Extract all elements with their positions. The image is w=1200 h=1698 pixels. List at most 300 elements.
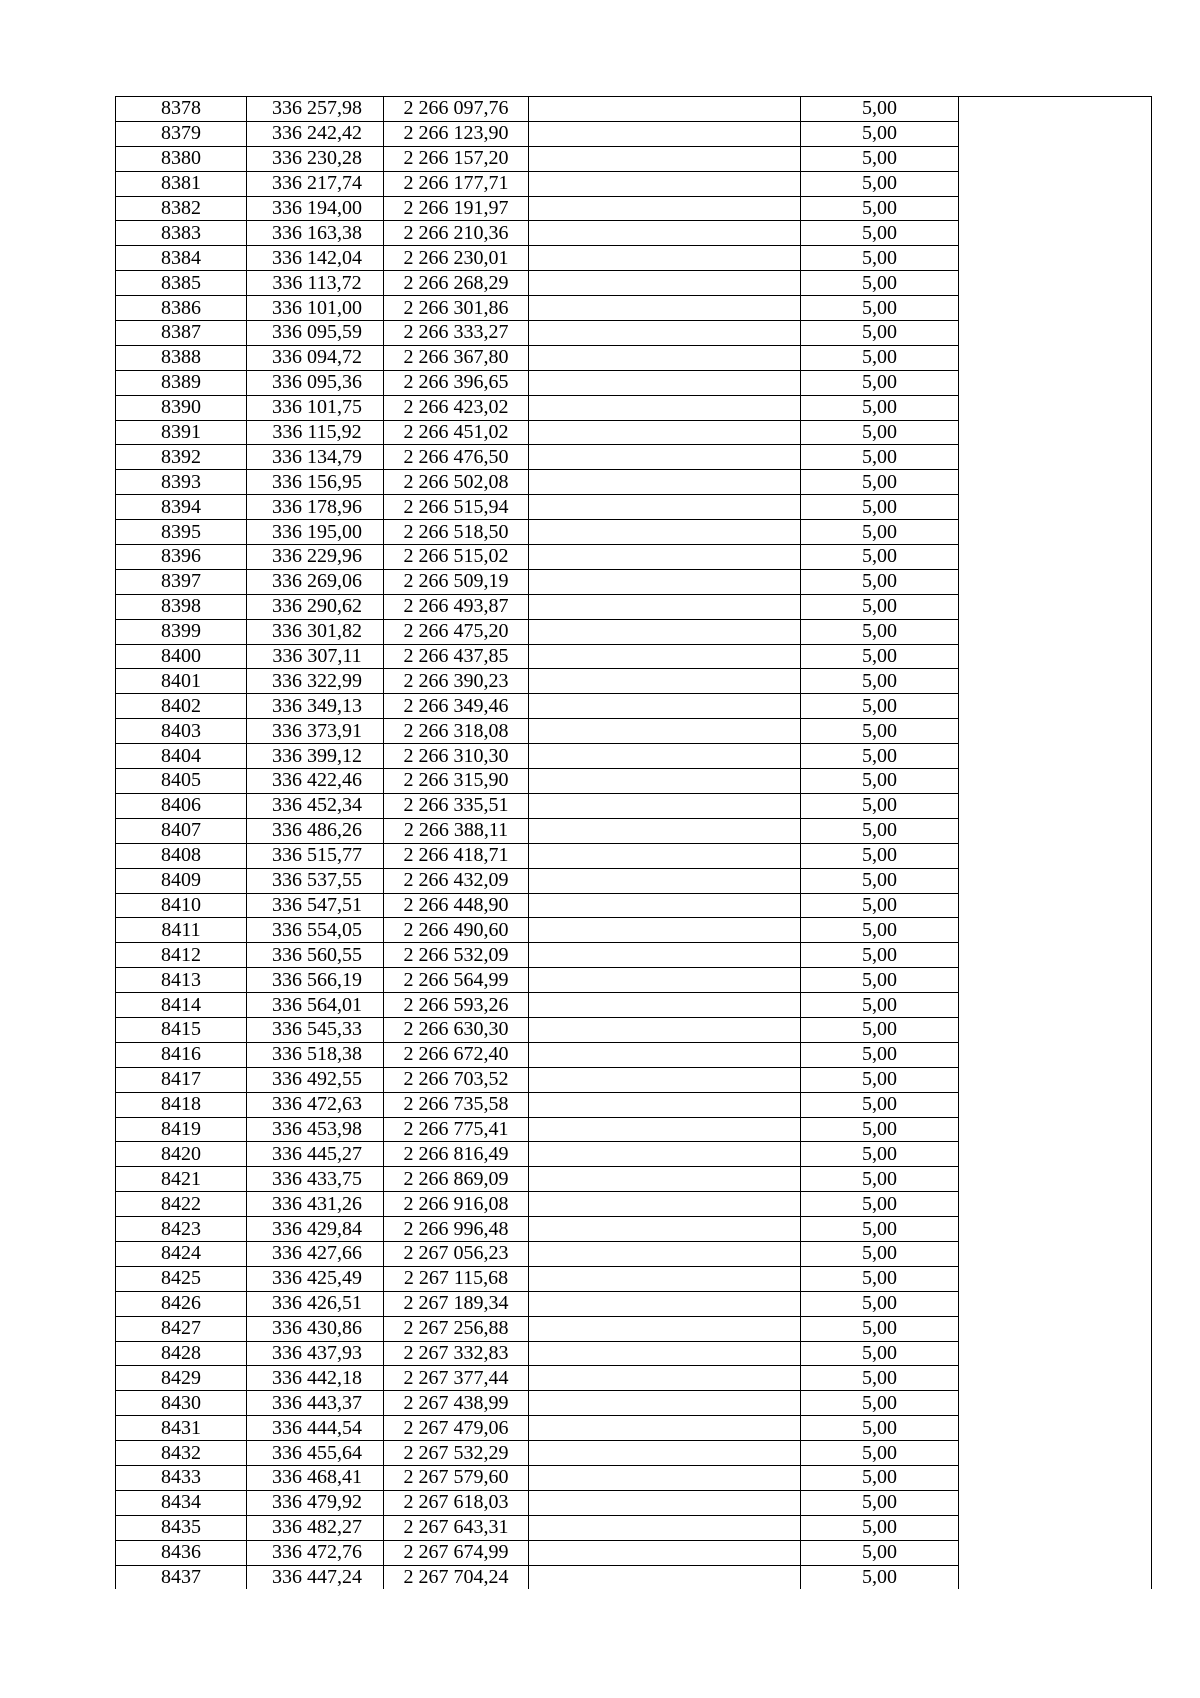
y-coordinate-cell: 2 266 869,09 — [384, 1167, 529, 1192]
empty-cell — [959, 1366, 1152, 1391]
point-number-cell: 8395 — [116, 520, 247, 545]
empty-cell — [959, 993, 1152, 1018]
value-cell: 5,00 — [801, 296, 959, 321]
y-coordinate-cell: 2 266 210,36 — [384, 221, 529, 246]
point-number-cell: 8380 — [116, 146, 247, 171]
x-coordinate-cell: 336 095,59 — [247, 321, 384, 346]
x-coordinate-cell: 336 554,05 — [247, 918, 384, 943]
value-cell: 5,00 — [801, 1142, 959, 1167]
table-row — [116, 818, 1152, 843]
empty-cell — [959, 271, 1152, 296]
point-number-cell: 8415 — [116, 1017, 247, 1042]
empty-cell — [529, 1465, 801, 1490]
point-number-cell: 8399 — [116, 619, 247, 644]
empty-cell — [529, 1167, 801, 1192]
empty-cell — [959, 594, 1152, 619]
value-cell: 5,00 — [801, 146, 959, 171]
point-number-cell: 8386 — [116, 296, 247, 321]
table-row — [116, 893, 1152, 918]
value-cell: 5,00 — [801, 943, 959, 968]
empty-cell — [529, 271, 801, 296]
x-coordinate-cell: 336 242,42 — [247, 121, 384, 146]
empty-cell — [959, 1515, 1152, 1540]
x-coordinate-cell: 336 142,04 — [247, 246, 384, 271]
empty-cell — [959, 1217, 1152, 1242]
x-coordinate-cell: 336 095,36 — [247, 370, 384, 395]
empty-cell — [529, 196, 801, 221]
point-number-cell: 8400 — [116, 644, 247, 669]
table-row — [116, 1565, 1152, 1589]
value-cell: 5,00 — [801, 868, 959, 893]
x-coordinate-cell: 336 472,63 — [247, 1092, 384, 1117]
y-coordinate-cell: 2 266 630,30 — [384, 1017, 529, 1042]
table-row — [116, 1266, 1152, 1291]
x-coordinate-cell: 336 537,55 — [247, 868, 384, 893]
value-cell: 5,00 — [801, 1092, 959, 1117]
x-coordinate-cell: 336 301,82 — [247, 619, 384, 644]
empty-cell — [529, 171, 801, 196]
empty-cell — [959, 644, 1152, 669]
x-coordinate-cell: 336 455,64 — [247, 1441, 384, 1466]
empty-cell — [529, 1291, 801, 1316]
empty-cell — [959, 1316, 1152, 1341]
y-coordinate-cell: 2 266 735,58 — [384, 1092, 529, 1117]
table-row — [116, 221, 1152, 246]
y-coordinate-cell: 2 266 390,23 — [384, 669, 529, 694]
table-row — [116, 644, 1152, 669]
point-number-cell: 8393 — [116, 470, 247, 495]
empty-cell — [959, 495, 1152, 520]
table-row — [116, 445, 1152, 470]
y-coordinate-cell: 2 266 423,02 — [384, 395, 529, 420]
table-row — [116, 370, 1152, 395]
x-coordinate-cell: 336 492,55 — [247, 1067, 384, 1092]
y-coordinate-cell: 2 266 230,01 — [384, 246, 529, 271]
point-number-cell: 8405 — [116, 769, 247, 794]
value-cell: 5,00 — [801, 669, 959, 694]
empty-cell — [529, 1341, 801, 1366]
value-cell: 5,00 — [801, 594, 959, 619]
empty-cell — [529, 1565, 801, 1589]
point-number-cell: 8412 — [116, 943, 247, 968]
y-coordinate-cell: 2 266 437,85 — [384, 644, 529, 669]
y-coordinate-cell: 2 266 816,49 — [384, 1142, 529, 1167]
x-coordinate-cell: 336 113,72 — [247, 271, 384, 296]
empty-cell — [959, 445, 1152, 470]
table-row — [116, 694, 1152, 719]
empty-cell — [529, 1192, 801, 1217]
point-number-cell: 8424 — [116, 1241, 247, 1266]
y-coordinate-cell: 2 266 593,26 — [384, 993, 529, 1018]
empty-cell — [529, 893, 801, 918]
empty-cell — [959, 171, 1152, 196]
empty-cell — [959, 221, 1152, 246]
point-number-cell: 8437 — [116, 1565, 247, 1589]
empty-cell — [959, 545, 1152, 570]
y-coordinate-cell: 2 266 335,51 — [384, 793, 529, 818]
value-cell: 5,00 — [801, 196, 959, 221]
table-row — [116, 719, 1152, 744]
table-row — [116, 843, 1152, 868]
point-number-cell: 8420 — [116, 1142, 247, 1167]
y-coordinate-cell: 2 266 509,19 — [384, 569, 529, 594]
x-coordinate-cell: 336 156,95 — [247, 470, 384, 495]
x-coordinate-cell: 336 547,51 — [247, 893, 384, 918]
table-row — [116, 196, 1152, 221]
y-coordinate-cell: 2 266 672,40 — [384, 1042, 529, 1067]
table-row — [116, 769, 1152, 794]
x-coordinate-cell: 336 134,79 — [247, 445, 384, 470]
point-number-cell: 8422 — [116, 1192, 247, 1217]
point-number-cell: 8396 — [116, 545, 247, 570]
point-number-cell: 8428 — [116, 1341, 247, 1366]
empty-cell — [959, 246, 1152, 271]
x-coordinate-cell: 336 426,51 — [247, 1291, 384, 1316]
empty-cell — [529, 221, 801, 246]
empty-cell — [529, 1441, 801, 1466]
value-cell: 5,00 — [801, 569, 959, 594]
table-row — [116, 619, 1152, 644]
x-coordinate-cell: 336 115,92 — [247, 420, 384, 445]
x-coordinate-cell: 336 322,99 — [247, 669, 384, 694]
empty-cell — [959, 1092, 1152, 1117]
point-number-cell: 8433 — [116, 1465, 247, 1490]
y-coordinate-cell: 2 267 643,31 — [384, 1515, 529, 1540]
empty-cell — [529, 345, 801, 370]
point-number-cell: 8390 — [116, 395, 247, 420]
x-coordinate-cell: 336 566,19 — [247, 968, 384, 993]
empty-cell — [529, 1217, 801, 1242]
table-row — [116, 594, 1152, 619]
value-cell: 5,00 — [801, 769, 959, 794]
empty-cell — [959, 121, 1152, 146]
x-coordinate-cell: 336 479,92 — [247, 1490, 384, 1515]
empty-cell — [529, 943, 801, 968]
empty-cell — [959, 395, 1152, 420]
value-cell: 5,00 — [801, 1167, 959, 1192]
point-number-cell: 8429 — [116, 1366, 247, 1391]
value-cell: 5,00 — [801, 694, 959, 719]
empty-cell — [529, 793, 801, 818]
table-row — [116, 520, 1152, 545]
x-coordinate-cell: 336 194,00 — [247, 196, 384, 221]
point-number-cell: 8389 — [116, 370, 247, 395]
y-coordinate-cell: 2 266 515,02 — [384, 545, 529, 570]
empty-cell — [959, 619, 1152, 644]
empty-cell — [529, 619, 801, 644]
empty-cell — [959, 893, 1152, 918]
value-cell: 5,00 — [801, 171, 959, 196]
table-row — [116, 1490, 1152, 1515]
value-cell: 5,00 — [801, 271, 959, 296]
point-number-cell: 8414 — [116, 993, 247, 1018]
value-cell: 5,00 — [801, 644, 959, 669]
empty-cell — [959, 1540, 1152, 1565]
value-cell: 5,00 — [801, 1291, 959, 1316]
empty-cell — [529, 968, 801, 993]
y-coordinate-cell: 2 266 349,46 — [384, 694, 529, 719]
empty-cell — [529, 769, 801, 794]
value-cell: 5,00 — [801, 1017, 959, 1042]
table-row — [116, 1117, 1152, 1142]
value-cell: 5,00 — [801, 1565, 959, 1589]
value-cell: 5,00 — [801, 1441, 959, 1466]
x-coordinate-cell: 336 094,72 — [247, 345, 384, 370]
y-coordinate-cell: 2 266 301,86 — [384, 296, 529, 321]
empty-cell — [959, 1441, 1152, 1466]
table-row — [116, 1067, 1152, 1092]
y-coordinate-cell: 2 266 123,90 — [384, 121, 529, 146]
y-coordinate-cell: 2 266 502,08 — [384, 470, 529, 495]
table-row — [116, 1092, 1152, 1117]
point-number-cell: 8423 — [116, 1217, 247, 1242]
coordinates-table — [115, 96, 1152, 1589]
y-coordinate-cell: 2 266 432,09 — [384, 868, 529, 893]
table-row — [116, 146, 1152, 171]
value-cell: 5,00 — [801, 619, 959, 644]
x-coordinate-cell: 336 101,00 — [247, 296, 384, 321]
x-coordinate-cell: 336 486,26 — [247, 818, 384, 843]
y-coordinate-cell: 2 267 256,88 — [384, 1316, 529, 1341]
x-coordinate-cell: 336 422,46 — [247, 769, 384, 794]
point-number-cell: 8436 — [116, 1540, 247, 1565]
empty-cell — [959, 719, 1152, 744]
empty-cell — [959, 1017, 1152, 1042]
empty-cell — [959, 1241, 1152, 1266]
empty-cell — [959, 1266, 1152, 1291]
empty-cell — [529, 1241, 801, 1266]
value-cell: 5,00 — [801, 1117, 959, 1142]
y-coordinate-cell: 2 267 332,83 — [384, 1341, 529, 1366]
empty-cell — [529, 97, 801, 122]
y-coordinate-cell: 2 266 418,71 — [384, 843, 529, 868]
empty-cell — [959, 769, 1152, 794]
empty-cell — [959, 569, 1152, 594]
y-coordinate-cell: 2 266 191,97 — [384, 196, 529, 221]
table-row — [116, 1515, 1152, 1540]
empty-cell — [529, 1092, 801, 1117]
table-row — [116, 569, 1152, 594]
y-coordinate-cell: 2 266 518,50 — [384, 520, 529, 545]
table-body — [116, 97, 1152, 1590]
value-cell: 5,00 — [801, 719, 959, 744]
table-row — [116, 1366, 1152, 1391]
table-row — [116, 1142, 1152, 1167]
empty-cell — [529, 545, 801, 570]
value-cell: 5,00 — [801, 221, 959, 246]
value-cell: 5,00 — [801, 1540, 959, 1565]
value-cell: 5,00 — [801, 1192, 959, 1217]
empty-cell — [959, 321, 1152, 346]
point-number-cell: 8401 — [116, 669, 247, 694]
point-number-cell: 8398 — [116, 594, 247, 619]
table-row — [116, 1316, 1152, 1341]
y-coordinate-cell: 2 266 564,99 — [384, 968, 529, 993]
x-coordinate-cell: 336 442,18 — [247, 1366, 384, 1391]
point-number-cell: 8426 — [116, 1291, 247, 1316]
empty-cell — [529, 495, 801, 520]
point-number-cell: 8391 — [116, 420, 247, 445]
empty-cell — [529, 146, 801, 171]
point-number-cell: 8387 — [116, 321, 247, 346]
empty-cell — [529, 818, 801, 843]
table-row — [116, 744, 1152, 769]
y-coordinate-cell: 2 267 377,44 — [384, 1366, 529, 1391]
x-coordinate-cell: 336 452,34 — [247, 793, 384, 818]
empty-cell — [529, 420, 801, 445]
table-row — [116, 1241, 1152, 1266]
x-coordinate-cell: 336 399,12 — [247, 744, 384, 769]
point-number-cell: 8434 — [116, 1490, 247, 1515]
table-row — [116, 345, 1152, 370]
y-coordinate-cell: 2 266 475,20 — [384, 619, 529, 644]
empty-cell — [959, 793, 1152, 818]
empty-cell — [529, 719, 801, 744]
y-coordinate-cell: 2 267 115,68 — [384, 1266, 529, 1291]
point-number-cell: 8409 — [116, 868, 247, 893]
empty-cell — [529, 246, 801, 271]
value-cell: 5,00 — [801, 1416, 959, 1441]
empty-cell — [529, 1540, 801, 1565]
table-row — [116, 1217, 1152, 1242]
point-number-cell: 8402 — [116, 694, 247, 719]
empty-cell — [959, 818, 1152, 843]
empty-cell — [529, 1017, 801, 1042]
point-number-cell: 8383 — [116, 221, 247, 246]
x-coordinate-cell: 336 290,62 — [247, 594, 384, 619]
point-number-cell: 8381 — [116, 171, 247, 196]
x-coordinate-cell: 336 447,24 — [247, 1565, 384, 1589]
empty-cell — [959, 1391, 1152, 1416]
empty-cell — [959, 1117, 1152, 1142]
x-coordinate-cell: 336 430,86 — [247, 1316, 384, 1341]
point-number-cell: 8406 — [116, 793, 247, 818]
empty-cell — [529, 1416, 801, 1441]
y-coordinate-cell: 2 267 479,06 — [384, 1416, 529, 1441]
value-cell: 5,00 — [801, 843, 959, 868]
point-number-cell: 8425 — [116, 1266, 247, 1291]
value-cell: 5,00 — [801, 1042, 959, 1067]
empty-cell — [959, 669, 1152, 694]
y-coordinate-cell: 2 266 775,41 — [384, 1117, 529, 1142]
value-cell: 5,00 — [801, 993, 959, 1018]
table-row — [116, 993, 1152, 1018]
x-coordinate-cell: 336 230,28 — [247, 146, 384, 171]
y-coordinate-cell: 2 266 177,71 — [384, 171, 529, 196]
empty-cell — [959, 843, 1152, 868]
y-coordinate-cell: 2 266 315,90 — [384, 769, 529, 794]
value-cell: 5,00 — [801, 1266, 959, 1291]
x-coordinate-cell: 336 349,13 — [247, 694, 384, 719]
table-row — [116, 918, 1152, 943]
empty-cell — [959, 1042, 1152, 1067]
empty-cell — [959, 520, 1152, 545]
empty-cell — [529, 1142, 801, 1167]
empty-cell — [529, 993, 801, 1018]
empty-cell — [529, 868, 801, 893]
value-cell: 5,00 — [801, 893, 959, 918]
x-coordinate-cell: 336 437,93 — [247, 1341, 384, 1366]
point-number-cell: 8392 — [116, 445, 247, 470]
value-cell: 5,00 — [801, 1316, 959, 1341]
x-coordinate-cell: 336 429,84 — [247, 1217, 384, 1242]
empty-cell — [529, 918, 801, 943]
point-number-cell: 8411 — [116, 918, 247, 943]
table-row — [116, 1441, 1152, 1466]
table-row — [116, 868, 1152, 893]
empty-cell — [959, 1490, 1152, 1515]
value-cell: 5,00 — [801, 1067, 959, 1092]
table-row — [116, 1042, 1152, 1067]
table-row — [116, 943, 1152, 968]
empty-cell — [959, 470, 1152, 495]
value-cell: 5,00 — [801, 495, 959, 520]
value-cell: 5,00 — [801, 1366, 959, 1391]
value-cell: 5,00 — [801, 370, 959, 395]
value-cell: 5,00 — [801, 520, 959, 545]
table-row — [116, 420, 1152, 445]
empty-cell — [959, 968, 1152, 993]
x-coordinate-cell: 336 425,49 — [247, 1266, 384, 1291]
table-row — [116, 321, 1152, 346]
point-number-cell: 8384 — [116, 246, 247, 271]
x-coordinate-cell: 336 444,54 — [247, 1416, 384, 1441]
point-number-cell: 8413 — [116, 968, 247, 993]
point-number-cell: 8435 — [116, 1515, 247, 1540]
y-coordinate-cell: 2 266 310,30 — [384, 744, 529, 769]
value-cell: 5,00 — [801, 321, 959, 346]
x-coordinate-cell: 336 431,26 — [247, 1192, 384, 1217]
empty-cell — [529, 569, 801, 594]
table-row — [116, 968, 1152, 993]
x-coordinate-cell: 336 472,76 — [247, 1540, 384, 1565]
empty-cell — [959, 97, 1152, 122]
value-cell: 5,00 — [801, 395, 959, 420]
x-coordinate-cell: 336 445,27 — [247, 1142, 384, 1167]
value-cell: 5,00 — [801, 345, 959, 370]
table-row — [116, 1192, 1152, 1217]
x-coordinate-cell: 336 163,38 — [247, 221, 384, 246]
point-number-cell: 8385 — [116, 271, 247, 296]
value-cell: 5,00 — [801, 793, 959, 818]
y-coordinate-cell: 2 266 996,48 — [384, 1217, 529, 1242]
value-cell: 5,00 — [801, 968, 959, 993]
table-row — [116, 1291, 1152, 1316]
x-coordinate-cell: 336 217,74 — [247, 171, 384, 196]
value-cell: 5,00 — [801, 744, 959, 769]
value-cell: 5,00 — [801, 470, 959, 495]
point-number-cell: 8379 — [116, 121, 247, 146]
point-number-cell: 8417 — [116, 1067, 247, 1092]
table-row — [116, 1391, 1152, 1416]
value-cell: 5,00 — [801, 818, 959, 843]
x-coordinate-cell: 336 443,37 — [247, 1391, 384, 1416]
value-cell: 5,00 — [801, 1217, 959, 1242]
empty-cell — [529, 520, 801, 545]
y-coordinate-cell: 2 266 916,08 — [384, 1192, 529, 1217]
y-coordinate-cell: 2 266 318,08 — [384, 719, 529, 744]
value-cell: 5,00 — [801, 1391, 959, 1416]
point-number-cell: 8408 — [116, 843, 247, 868]
empty-cell — [959, 1142, 1152, 1167]
empty-cell — [959, 1192, 1152, 1217]
table-row — [116, 1017, 1152, 1042]
x-coordinate-cell: 336 427,66 — [247, 1241, 384, 1266]
empty-cell — [959, 943, 1152, 968]
point-number-cell: 8421 — [116, 1167, 247, 1192]
point-number-cell: 8404 — [116, 744, 247, 769]
empty-cell — [529, 843, 801, 868]
